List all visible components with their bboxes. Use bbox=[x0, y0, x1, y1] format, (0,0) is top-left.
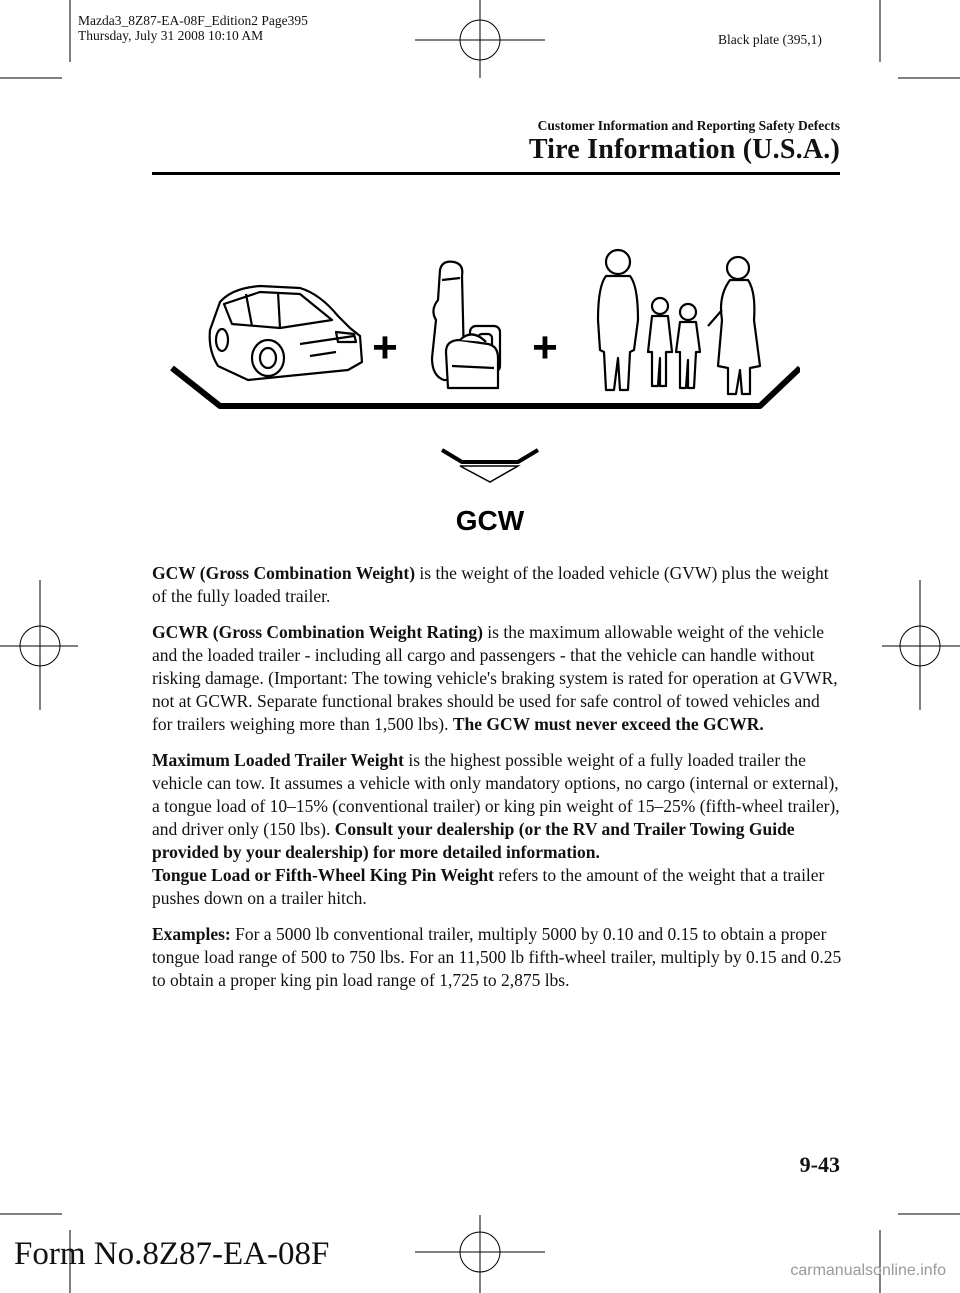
plate-label: Black plate (395,1) bbox=[718, 32, 822, 47]
section-title: Customer Information and Reporting Safety Defects bbox=[537, 118, 840, 133]
registration-mark-bottom bbox=[415, 1215, 545, 1293]
text-examples: For a 5000 lb conventional trailer, multiply 5000 by 0.10 and 0.15 to obtain a proper tongue load range of 500 to 750 lbs. For an 11,500 lb fifth-wheel trailer, multiply by 0.15 and 0.25 to obtain a proper king pin load range of 1,725 to 2,875 lbs. bbox=[152, 924, 842, 990]
term-gcwr: GCWR (Gross Combination Weight Rating) bbox=[152, 622, 483, 642]
form-number: Form No.8Z87-EA-08F bbox=[14, 1236, 330, 1272]
page-number: 9-43 bbox=[799, 1152, 840, 1177]
text-gcw: is the weight of the loaded vehicle (GVW) plus the weight of the fully loaded trailer. bbox=[152, 563, 829, 606]
body-text bbox=[152, 562, 844, 1005]
chapter-title: Tire Information (U.S.A.) bbox=[528, 134, 840, 165]
print-metadata-line-1: Mazda3_8Z87-EA-08F_Edition2 Page395 bbox=[78, 13, 308, 28]
registration-mark-right bbox=[882, 580, 960, 710]
text-tongue-load: refers to the amount of the weight that a trailer pushes down on a trailer hitch. bbox=[152, 865, 825, 908]
gcw-illustration bbox=[160, 240, 800, 540]
paragraph-max-trailer-weight bbox=[152, 749, 844, 864]
text-max-trailer-weight: is the highest possible weight of a fully loaded trailer the vehicle can tow. It assumes a vehicle with only mandatory options, no cargo (internal or external), a tongue load of 10–15% (conventional trailer) or king pin weight of 15–25% (fifth-wheel trailer), and driver only (150 lbs). bbox=[152, 750, 840, 839]
luggage-illustration bbox=[432, 262, 500, 388]
down-arrow-icon bbox=[442, 450, 538, 462]
family-illustration bbox=[598, 250, 760, 394]
term-examples: Examples: bbox=[152, 924, 231, 944]
plus-sign-1: + bbox=[372, 323, 398, 372]
warning-gcwr: The GCW must never exceed the GCWR. bbox=[452, 714, 764, 734]
watermark: carmanualsonline.info bbox=[790, 1262, 946, 1279]
registration-mark-left bbox=[0, 580, 78, 710]
paragraph-gcwr bbox=[152, 621, 844, 736]
paragraph-gcw bbox=[152, 562, 844, 608]
text-gcwr: is the maximum allowable weight of the vehicle and the loaded trailer - including all cargo and passengers - that the vehicle can handle without risking damage. (Important: The towing vehicle's braking system is rated for operation at GVWR, not at GCWR. Separate functional brakes should be used for safe control of towed vehicles and for trailers weighing more than 1,500 lbs). bbox=[152, 622, 838, 734]
print-metadata bbox=[78, 13, 308, 43]
plus-sign-2: + bbox=[532, 323, 558, 372]
paragraph-tongue-load bbox=[152, 864, 844, 910]
gcw-label: GCW bbox=[455, 505, 525, 536]
header-rule bbox=[152, 172, 840, 175]
paragraph-examples bbox=[152, 923, 844, 992]
note-consult-dealership: Consult your dealership (or the RV and Trailer Towing Guide provided by your dealership) for more detailed information. bbox=[152, 819, 795, 862]
car-illustration bbox=[210, 286, 362, 380]
term-tongue-load: Tongue Load or Fifth-Wheel King Pin Weight bbox=[152, 865, 494, 885]
print-metadata-line-2: Thursday, July 31 2008 10:10 AM bbox=[78, 28, 264, 43]
term-gcw: GCW (Gross Combination Weight) bbox=[152, 563, 416, 583]
registration-mark-top bbox=[415, 0, 545, 78]
term-max-trailer-weight: Maximum Loaded Trailer Weight bbox=[152, 750, 404, 770]
